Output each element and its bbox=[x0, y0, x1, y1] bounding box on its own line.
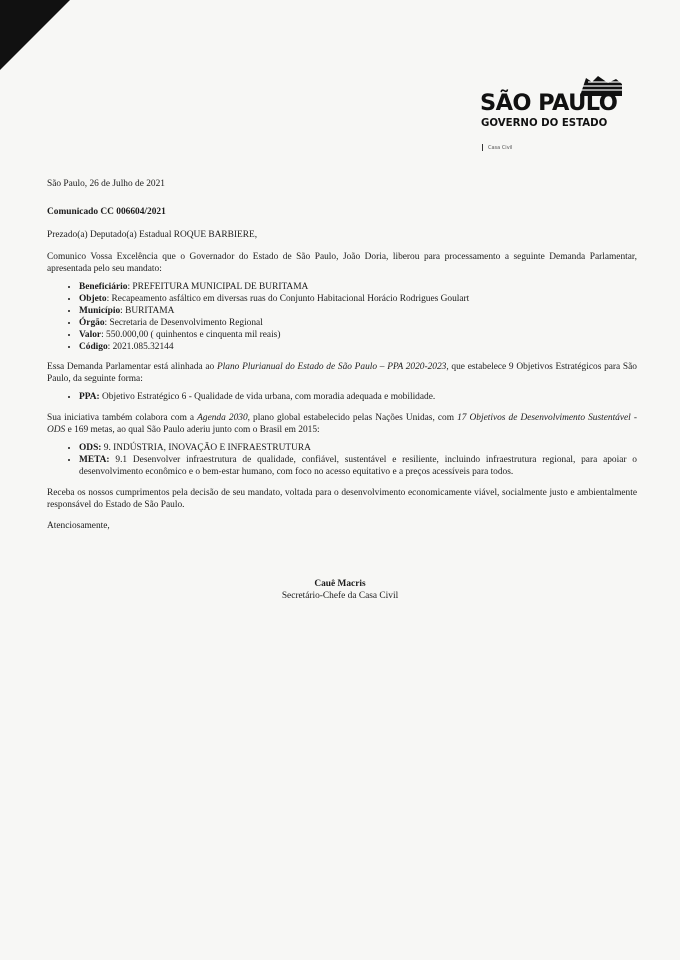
letter-date: São Paulo, 26 de Julho de 2021 bbox=[47, 179, 165, 189]
logo-state-name: SÃO PAULO bbox=[480, 90, 618, 116]
list-item: • Valor: 550.000,00 ( quinhentos e cinquenta mil reais) bbox=[79, 329, 637, 341]
corner-shadow bbox=[0, 0, 70, 70]
logo-government: GOVERNO DO ESTADO bbox=[481, 118, 608, 129]
list-item: • Município: BURITAMA bbox=[79, 305, 637, 317]
greeting: Prezado(a) Deputado(a) Estadual ROQUE BARBIERE, bbox=[47, 230, 258, 240]
ppa-list bbox=[47, 391, 637, 403]
intro-paragraph: Comunico Vossa Excelência que o Governador do Estado de São Paulo, João Doria, liberou para processamento a seguinte Demanda Parlamentar, apresentada pelo seu mandato: bbox=[47, 252, 637, 274]
list-item: • Beneficiário: PREFEITURA MUNICIPAL DE BURITAMA bbox=[79, 281, 637, 293]
communique-number: Comunicado CC 006604/2021 bbox=[47, 207, 166, 217]
list-item: • PPA: Objetivo Estratégico 6 - Qualidade de vida urbana, com moradia adequada e mobilidade. bbox=[79, 391, 637, 403]
ppa-paragraph: Essa Demanda Parlamentar está alinhada ao Plano Plurianual do Estado de São Paulo – PPA 2020-2023, que estabelece 9 Objetivos Estratégicos para São Paulo, da seguinte forma: bbox=[47, 362, 637, 384]
list-item: • Objeto: Recapeamento asfáltico em diversas ruas do Conjunto Habitacional Horácio Rodrigues Goulart bbox=[79, 293, 637, 305]
signature-block bbox=[0, 578, 680, 602]
letter-body bbox=[47, 178, 637, 532]
list-item: • Código: 2021.085.32144 bbox=[79, 341, 637, 353]
salutation: Atenciosamente, bbox=[47, 521, 110, 531]
list-item: • Órgão: Secretaria de Desenvolvimento Regional bbox=[79, 317, 637, 329]
agenda-paragraph: Sua iniciativa também colabora com a Agenda 2030, plano global estabelecido pelas Nações Unidas, com 17 Objetivos de Desenvolvimento Sustentável - ODS e 169 metas, ao qual São Paulo aderiu junto com o Brasil em 2015: bbox=[47, 413, 637, 435]
list-item: • META: 9.1 Desenvolver infraestrutura de qualidade, confiável, sustentável e resiliente, incluindo infraestrutura regional, para apoiar o desenvolvimento econômico e o bem-estar humano, com foco no acesso equitativo e a preços acessíveis para todos. bbox=[79, 454, 637, 478]
logo-department: Casa Civil bbox=[482, 144, 512, 151]
closing-paragraph: Receba os nossos cumprimentos pela decisão de seu mandato, voltada para o desenvolvimento economicamente viável, socialmente justo e ambientalmente responsável do Estado de São Paulo. bbox=[47, 488, 637, 510]
signer-name: Cauê Macris bbox=[314, 579, 366, 589]
ods-list bbox=[47, 442, 637, 478]
demand-details-list bbox=[47, 281, 637, 353]
signer-title: Secretário-Chefe da Casa Civil bbox=[281, 591, 399, 601]
list-item: • ODS: 9. INDÚSTRIA, INOVAÇÃO E INFRAESTRUTURA bbox=[79, 442, 637, 454]
